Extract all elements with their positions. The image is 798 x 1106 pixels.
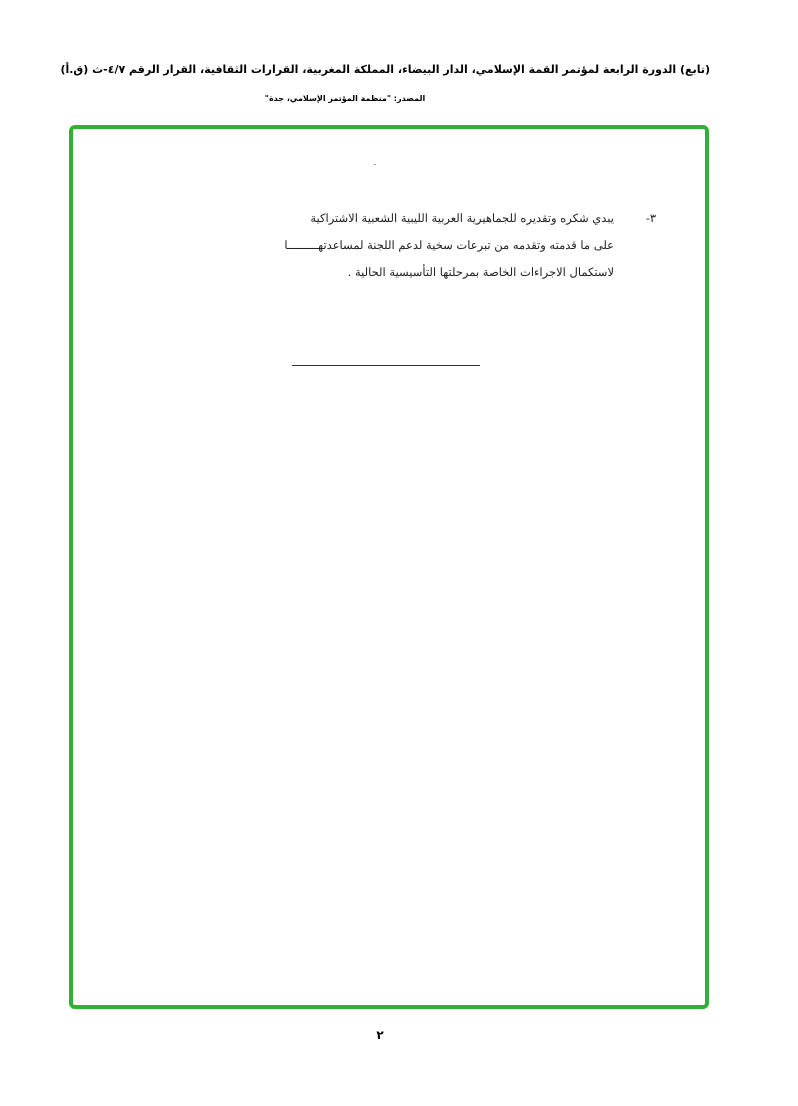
clause-line-1 <box>150 205 656 232</box>
clause-text-2: على ما قدمته وتقدمه من تبرعات سخية لدعم اللجنة لمساعدتهـــــــــا <box>284 238 614 252</box>
scan-speck <box>374 164 376 165</box>
end-rule <box>292 365 480 366</box>
clause-text-1: يبدي شكره وتقديره للجماهيرية العربية الليبية الشعبية الاشتراكية <box>310 211 614 225</box>
clause-text-3: لاستكمال الاجراءات الخاصة بمرحلتها التأسيسية الحالية . <box>347 265 614 279</box>
document-title: (تابع) الدورة الرابعة لمؤتمر القمة الإسلامي، الدار البيضاء، المملكة المغربية، القرارات الثقافية، القرار الرقم ٤/٧-ث (ق.أ) <box>60 63 710 76</box>
resolution-clause <box>150 205 656 286</box>
clause-line-3 <box>150 259 656 286</box>
page-number: ٢ <box>376 1028 384 1042</box>
document-source: المصدر: "منظمة المؤتمر الإسلامي، جدة" <box>264 94 426 103</box>
clause-number: ٣- <box>645 211 656 225</box>
clause-line-2 <box>150 232 656 259</box>
